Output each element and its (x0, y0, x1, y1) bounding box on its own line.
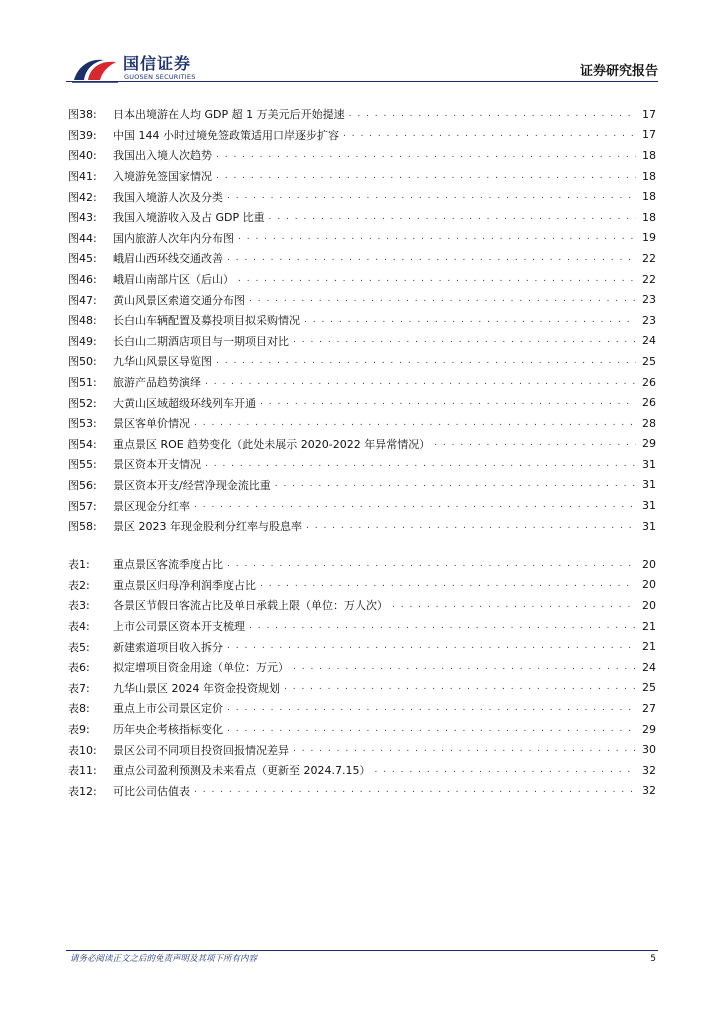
toc-entry-label: 表5: (68, 640, 90, 654)
toc-entry-title: 景区公司不同项目投资回报情况差异 (113, 743, 289, 757)
toc-entry-page: 27 (642, 701, 656, 715)
toc-entry-page: 29 (642, 437, 656, 451)
figure-entry[interactable] (68, 310, 656, 331)
toc-entry-label: 图56: (68, 478, 97, 492)
dot-leader (227, 725, 636, 734)
toc-entry-page: 31 (642, 519, 656, 533)
toc-entry-title: 各景区节假日客流占比及单日承载上限（单位：万人次） (113, 599, 388, 613)
toc-entry-label: 表11: (68, 764, 97, 778)
toc-entry-title: 九华山风景区导览图 (113, 355, 212, 369)
toc-entry-label: 表10: (68, 743, 97, 757)
figure-list (68, 104, 656, 536)
toc-entry-page: 32 (642, 784, 656, 798)
toc-entry-title: 重点景区客流季度占比 (113, 558, 223, 572)
toc-entry-page: 26 (642, 396, 656, 410)
toc-entry-page: 20 (642, 598, 656, 612)
toc-entry-label: 表7: (68, 681, 90, 695)
dot-leader (227, 642, 636, 651)
toc-entry-label: 表9: (68, 723, 90, 737)
toc-entry-title: 历年央企考核指标变化 (113, 723, 223, 737)
dot-leader (227, 254, 636, 263)
table-entry[interactable] (68, 554, 656, 575)
logo-chinese-name: 国信证券 (123, 54, 192, 73)
toc-entry-label: 表2: (68, 578, 90, 592)
toc-entry-page: 18 (642, 169, 656, 183)
figure-entry[interactable] (68, 516, 656, 537)
figure-entry[interactable] (68, 145, 656, 166)
dot-leader (349, 110, 636, 119)
toc-entry-title: 我国入境游收入及占 GDP 比重 (113, 211, 265, 225)
dot-leader (284, 683, 636, 692)
toc-entry-title: 景区 2023 年现金股利分红率与股息率 (113, 520, 302, 534)
toc-entry-title: 国内旅游人次年内分布图 (113, 231, 234, 245)
dot-leader (293, 336, 636, 345)
figure-entry[interactable] (68, 186, 656, 207)
toc-entry-label: 图49: (68, 334, 97, 348)
toc-entry-label: 图44: (68, 231, 97, 245)
toc-entry-title: 上市公司景区资本开支梳理 (113, 620, 245, 634)
toc-entry-page: 17 (642, 107, 656, 121)
footer-divider (66, 950, 658, 951)
figure-entry[interactable] (68, 269, 656, 290)
figure-entry[interactable] (68, 207, 656, 228)
toc-entry-page: 24 (642, 334, 656, 348)
dot-leader (260, 398, 636, 407)
table-entry[interactable] (68, 657, 656, 678)
dot-leader (374, 766, 636, 775)
page-number: 5 (650, 954, 656, 964)
page-header (0, 0, 724, 90)
toc-entry-page: 29 (642, 722, 656, 736)
toc-entry-title: 可比公司估值表 (113, 784, 190, 798)
toc-entry-label: 图51: (68, 376, 97, 390)
toc-entry-page: 20 (642, 578, 656, 592)
dot-leader (216, 357, 636, 366)
toc-entry-page: 17 (642, 128, 656, 142)
table-entry[interactable] (68, 616, 656, 637)
dot-leader (227, 192, 636, 201)
toc-entry-title: 景区现金分红率 (113, 499, 190, 513)
figure-entry[interactable] (68, 166, 656, 187)
toc-entry-label: 图54: (68, 437, 97, 451)
toc-entry-page: 24 (642, 660, 656, 674)
toc-entry-title: 九华山景区 2024 年资金投资规划 (113, 681, 280, 695)
toc-entry-page: 21 (642, 619, 656, 633)
toc-entry-title: 长白山二期酒店项目与一期项目对比 (113, 334, 289, 348)
dot-leader (227, 704, 636, 713)
toc-entry-page: 18 (642, 148, 656, 162)
toc-entry-title: 新建索道项目收入拆分 (113, 640, 223, 654)
dot-leader (238, 233, 636, 242)
dot-leader (205, 460, 636, 469)
dot-leader (275, 480, 636, 489)
toc-entry-label: 表6: (68, 661, 90, 675)
figure-entry[interactable] (68, 475, 656, 496)
table-list (68, 554, 656, 801)
table-entry[interactable] (68, 575, 656, 596)
toc-entry-page: 26 (642, 375, 656, 389)
dot-leader (194, 501, 636, 510)
dot-leader (216, 151, 636, 160)
dot-leader (434, 439, 636, 448)
toc-entry-page: 18 (642, 210, 656, 224)
toc-entry-title: 重点景区 ROE 趋势变化（此处未展示 2020-2022 年异常情况） (113, 437, 431, 451)
table-entry[interactable] (68, 739, 656, 760)
dot-leader (194, 419, 636, 428)
toc-entry-page: 31 (642, 499, 656, 513)
figure-entry[interactable] (68, 248, 656, 269)
dot-leader (304, 316, 636, 325)
dot-leader (293, 663, 636, 672)
toc-entry-page: 22 (642, 251, 656, 265)
dot-leader (194, 786, 636, 795)
toc-entry-title: 景区客单价情况 (113, 417, 190, 431)
toc-entry-page: 31 (642, 478, 656, 492)
toc-entry-label: 图43: (68, 211, 97, 225)
toc-entry-label: 图58: (68, 520, 97, 534)
toc-entry-title: 中国 144 小时过境免签政策适用口岸逐步扩容 (113, 128, 339, 142)
dot-leader (306, 522, 636, 531)
figure-entry[interactable] (68, 289, 656, 310)
toc-entry-label: 表8: (68, 702, 90, 716)
toc-entry-page: 19 (642, 231, 656, 245)
toc-entry-title: 日本出境游在人均 GDP 超 1 万美元后开始提速 (113, 108, 345, 122)
toc-entry-page: 32 (642, 763, 656, 777)
toc-entry-label: 图45: (68, 252, 97, 266)
toc-entry-page: 23 (642, 313, 656, 327)
toc-entry-title: 大黄山区域超级环线列车开通 (113, 396, 256, 410)
dot-leader (249, 622, 636, 631)
figure-entry[interactable] (68, 351, 656, 372)
toc-entry-label: 图38: (68, 108, 97, 122)
dot-leader (227, 560, 636, 569)
toc-entry-label: 表12: (68, 784, 97, 798)
toc-entry-title: 长白山车辆配置及募投项目拟采购情况 (113, 314, 300, 328)
dot-leader (216, 172, 636, 181)
toc-entry-label: 图48: (68, 314, 97, 328)
table-entry[interactable] (68, 781, 656, 802)
toc-entry-label: 图53: (68, 417, 97, 431)
report-type-title: 证券研究报告 (579, 64, 658, 79)
toc-entry-page: 28 (642, 416, 656, 430)
toc-entry-title: 重点公司盈利预测及未来看点（更新至 2024.7.15） (113, 764, 371, 778)
dot-leader (249, 295, 636, 304)
toc-entry-title: 旅游产品趋势演绎 (113, 376, 201, 390)
disclaimer-text: 请务必阅读正文之后的免责声明及其项下所有内容 (70, 954, 258, 964)
figure-entry[interactable] (68, 392, 656, 413)
dot-leader (238, 275, 636, 284)
toc-entry-label: 图46: (68, 273, 97, 287)
toc-entry-title: 我国入境游人次及分类 (113, 190, 223, 204)
logo-english-name: GUOSEN SECURITIES (124, 73, 196, 81)
toc-entry-label: 图41: (68, 170, 97, 184)
toc-entry-label: 图52: (68, 396, 97, 410)
dot-leader (343, 130, 636, 139)
table-entry[interactable] (68, 678, 656, 699)
toc-entry-label: 图40: (68, 149, 97, 163)
table-entry[interactable] (68, 698, 656, 719)
dot-leader (205, 378, 636, 387)
toc-entry-page: 23 (642, 293, 656, 307)
header-divider (66, 81, 658, 82)
table-entry[interactable] (68, 760, 656, 781)
toc-entry-page: 18 (642, 190, 656, 204)
toc-entry-label: 图42: (68, 190, 97, 204)
toc-entry-label: 表3: (68, 599, 90, 613)
table-entry[interactable] (68, 595, 656, 616)
toc-entry-page: 31 (642, 457, 656, 471)
toc-entry-title: 黄山风景区索道交通分布图 (113, 293, 245, 307)
figure-entry[interactable] (68, 331, 656, 352)
figure-entry[interactable] (68, 372, 656, 393)
toc-entry-label: 图39: (68, 128, 97, 142)
toc-entry-page: 22 (642, 272, 656, 286)
toc-entry-page: 30 (642, 743, 656, 757)
table-entry[interactable] (68, 636, 656, 657)
toc-entry-title: 峨眉山南部片区（后山） (113, 273, 234, 287)
toc-entry-label: 图47: (68, 293, 97, 307)
dot-leader (293, 745, 636, 754)
figure-entry[interactable] (68, 104, 656, 125)
dot-leader (392, 601, 636, 610)
dot-leader (269, 213, 636, 222)
figure-entry[interactable] (68, 434, 656, 455)
toc-entry-page: 20 (642, 557, 656, 571)
toc-entry-title: 我国出入境人次趋势 (113, 149, 212, 163)
dot-leader (260, 580, 636, 589)
toc-entry-page: 25 (642, 681, 656, 695)
toc-entry-label: 表4: (68, 620, 90, 634)
toc-entry-title: 景区资本开支/经营净现金流比重 (113, 478, 271, 492)
table-entry[interactable] (68, 719, 656, 740)
toc-entry-label: 图50: (68, 355, 97, 369)
toc-entry-title: 峨眉山西环线交通改善 (113, 252, 223, 266)
toc-entry-label: 表1: (68, 558, 90, 572)
toc-entry-title: 重点景区归母净利润季度占比 (113, 578, 256, 592)
figure-entry[interactable] (68, 495, 656, 516)
toc-entry-label: 图57: (68, 499, 97, 513)
toc-entry-title: 重点上市公司景区定价 (113, 702, 223, 716)
toc-entry-title: 入境游免签国家情况 (113, 170, 212, 184)
toc-entry-page: 25 (642, 354, 656, 368)
figure-entry[interactable] (68, 125, 656, 146)
toc-entry-title: 拟定增项目资金用途（单位：万元） (113, 661, 289, 675)
toc-entry-title: 景区资本开支情况 (113, 458, 201, 472)
toc-entry-page: 21 (642, 640, 656, 654)
figure-entry[interactable] (68, 413, 656, 434)
figure-entry[interactable] (68, 228, 656, 249)
figure-entry[interactable] (68, 454, 656, 475)
toc-entry-label: 图55: (68, 458, 97, 472)
